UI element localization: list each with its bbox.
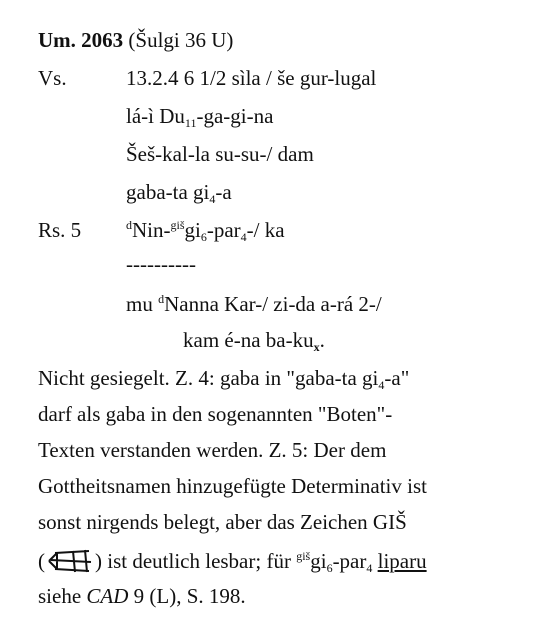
commentary-line-5: sonst nirgends belegt, aber das Zeichen GIŠ xyxy=(38,510,407,534)
cad-reference: CAD xyxy=(86,584,129,608)
date-formula-line-1 xyxy=(126,294,382,315)
l4-sub: 4 xyxy=(209,192,216,206)
dl2-a: kam é-na ba-ku xyxy=(183,328,314,352)
l5-b: gi xyxy=(184,218,201,242)
l2-sub: 11 xyxy=(184,116,197,130)
obverse-line-3: Šeš-kal-la su-su-/ dam xyxy=(126,142,314,166)
c7-a: siehe xyxy=(38,584,87,608)
l5-c: -par xyxy=(206,218,241,242)
c6-b: -par xyxy=(332,549,367,573)
c6-open: ( xyxy=(38,549,45,573)
l4-post: -a xyxy=(215,180,232,204)
c6-close: ) ist deutlich lesbar; für xyxy=(95,549,297,573)
l5-sup2: giš xyxy=(170,218,185,232)
commentary-line-4: Gottheitsnamen hinzugefügte Determinativ ist xyxy=(38,474,427,498)
quantity: 13.2.4 6 1/2 sìla / xyxy=(126,66,272,90)
l4-pre: gaba-ta gi xyxy=(126,180,210,204)
obverse-line-2 xyxy=(126,104,274,130)
commentary-line-6 xyxy=(38,548,427,574)
cuneiform-sign-gis-icon xyxy=(45,548,95,574)
commentary-line-7 xyxy=(38,586,246,607)
c6-sub2: 4 xyxy=(366,561,373,575)
obverse-line-1 xyxy=(126,68,376,89)
l2-pre: lá-ì Du xyxy=(126,104,185,128)
l5-sup1: d xyxy=(126,218,132,232)
l2-post: -ga-gi-na xyxy=(196,104,274,128)
reverse-line-5 xyxy=(126,218,285,244)
obverse-line-4 xyxy=(126,180,232,206)
header-line xyxy=(38,30,233,51)
date-formula-line-2 xyxy=(183,328,325,354)
c1-a: Nicht gesiegelt. Z. 4: gaba in "gaba-ta gi xyxy=(38,366,379,390)
commentary-line-1 xyxy=(38,366,410,392)
l5-d: -/ ka xyxy=(246,218,285,242)
liparu-link: liparu xyxy=(377,549,427,573)
dl1-b: Nanna Kar-/ zi-da a-rá 2-/ xyxy=(164,292,382,316)
c6-sup: giš xyxy=(296,549,311,563)
dl2-b: . xyxy=(319,328,325,352)
commentary-line-2: darf als gaba in den sogenannten "Boten"- xyxy=(38,402,393,426)
c7-b: 9 (L), S. 198. xyxy=(128,584,246,608)
commentary-line-3: Texten verstanden werden. Z. 5: Der dem xyxy=(38,438,387,462)
reverse-label: Rs. 5 xyxy=(38,218,82,242)
l5-a: Nin- xyxy=(132,218,171,242)
obverse-label: Vs. xyxy=(38,66,67,90)
c1-sub: 4 xyxy=(378,378,385,392)
dl2-sub: x xyxy=(313,340,320,354)
l5-sub1: 6 xyxy=(200,230,207,244)
separator: ---------- xyxy=(126,252,196,276)
dl1-sup: d xyxy=(158,292,165,306)
c1-b: -a" xyxy=(384,366,410,390)
obverse-line-1-text: še gur-lugal xyxy=(277,66,377,90)
c6-a: gi xyxy=(310,549,327,573)
c6-sub1: 6 xyxy=(326,561,333,575)
l5-sub2: 4 xyxy=(240,230,247,244)
tablet-id: Um. 2063 xyxy=(38,28,124,52)
dl1-a: mu xyxy=(126,292,159,316)
tablet-date: (Šulgi 36 U) xyxy=(128,28,234,52)
